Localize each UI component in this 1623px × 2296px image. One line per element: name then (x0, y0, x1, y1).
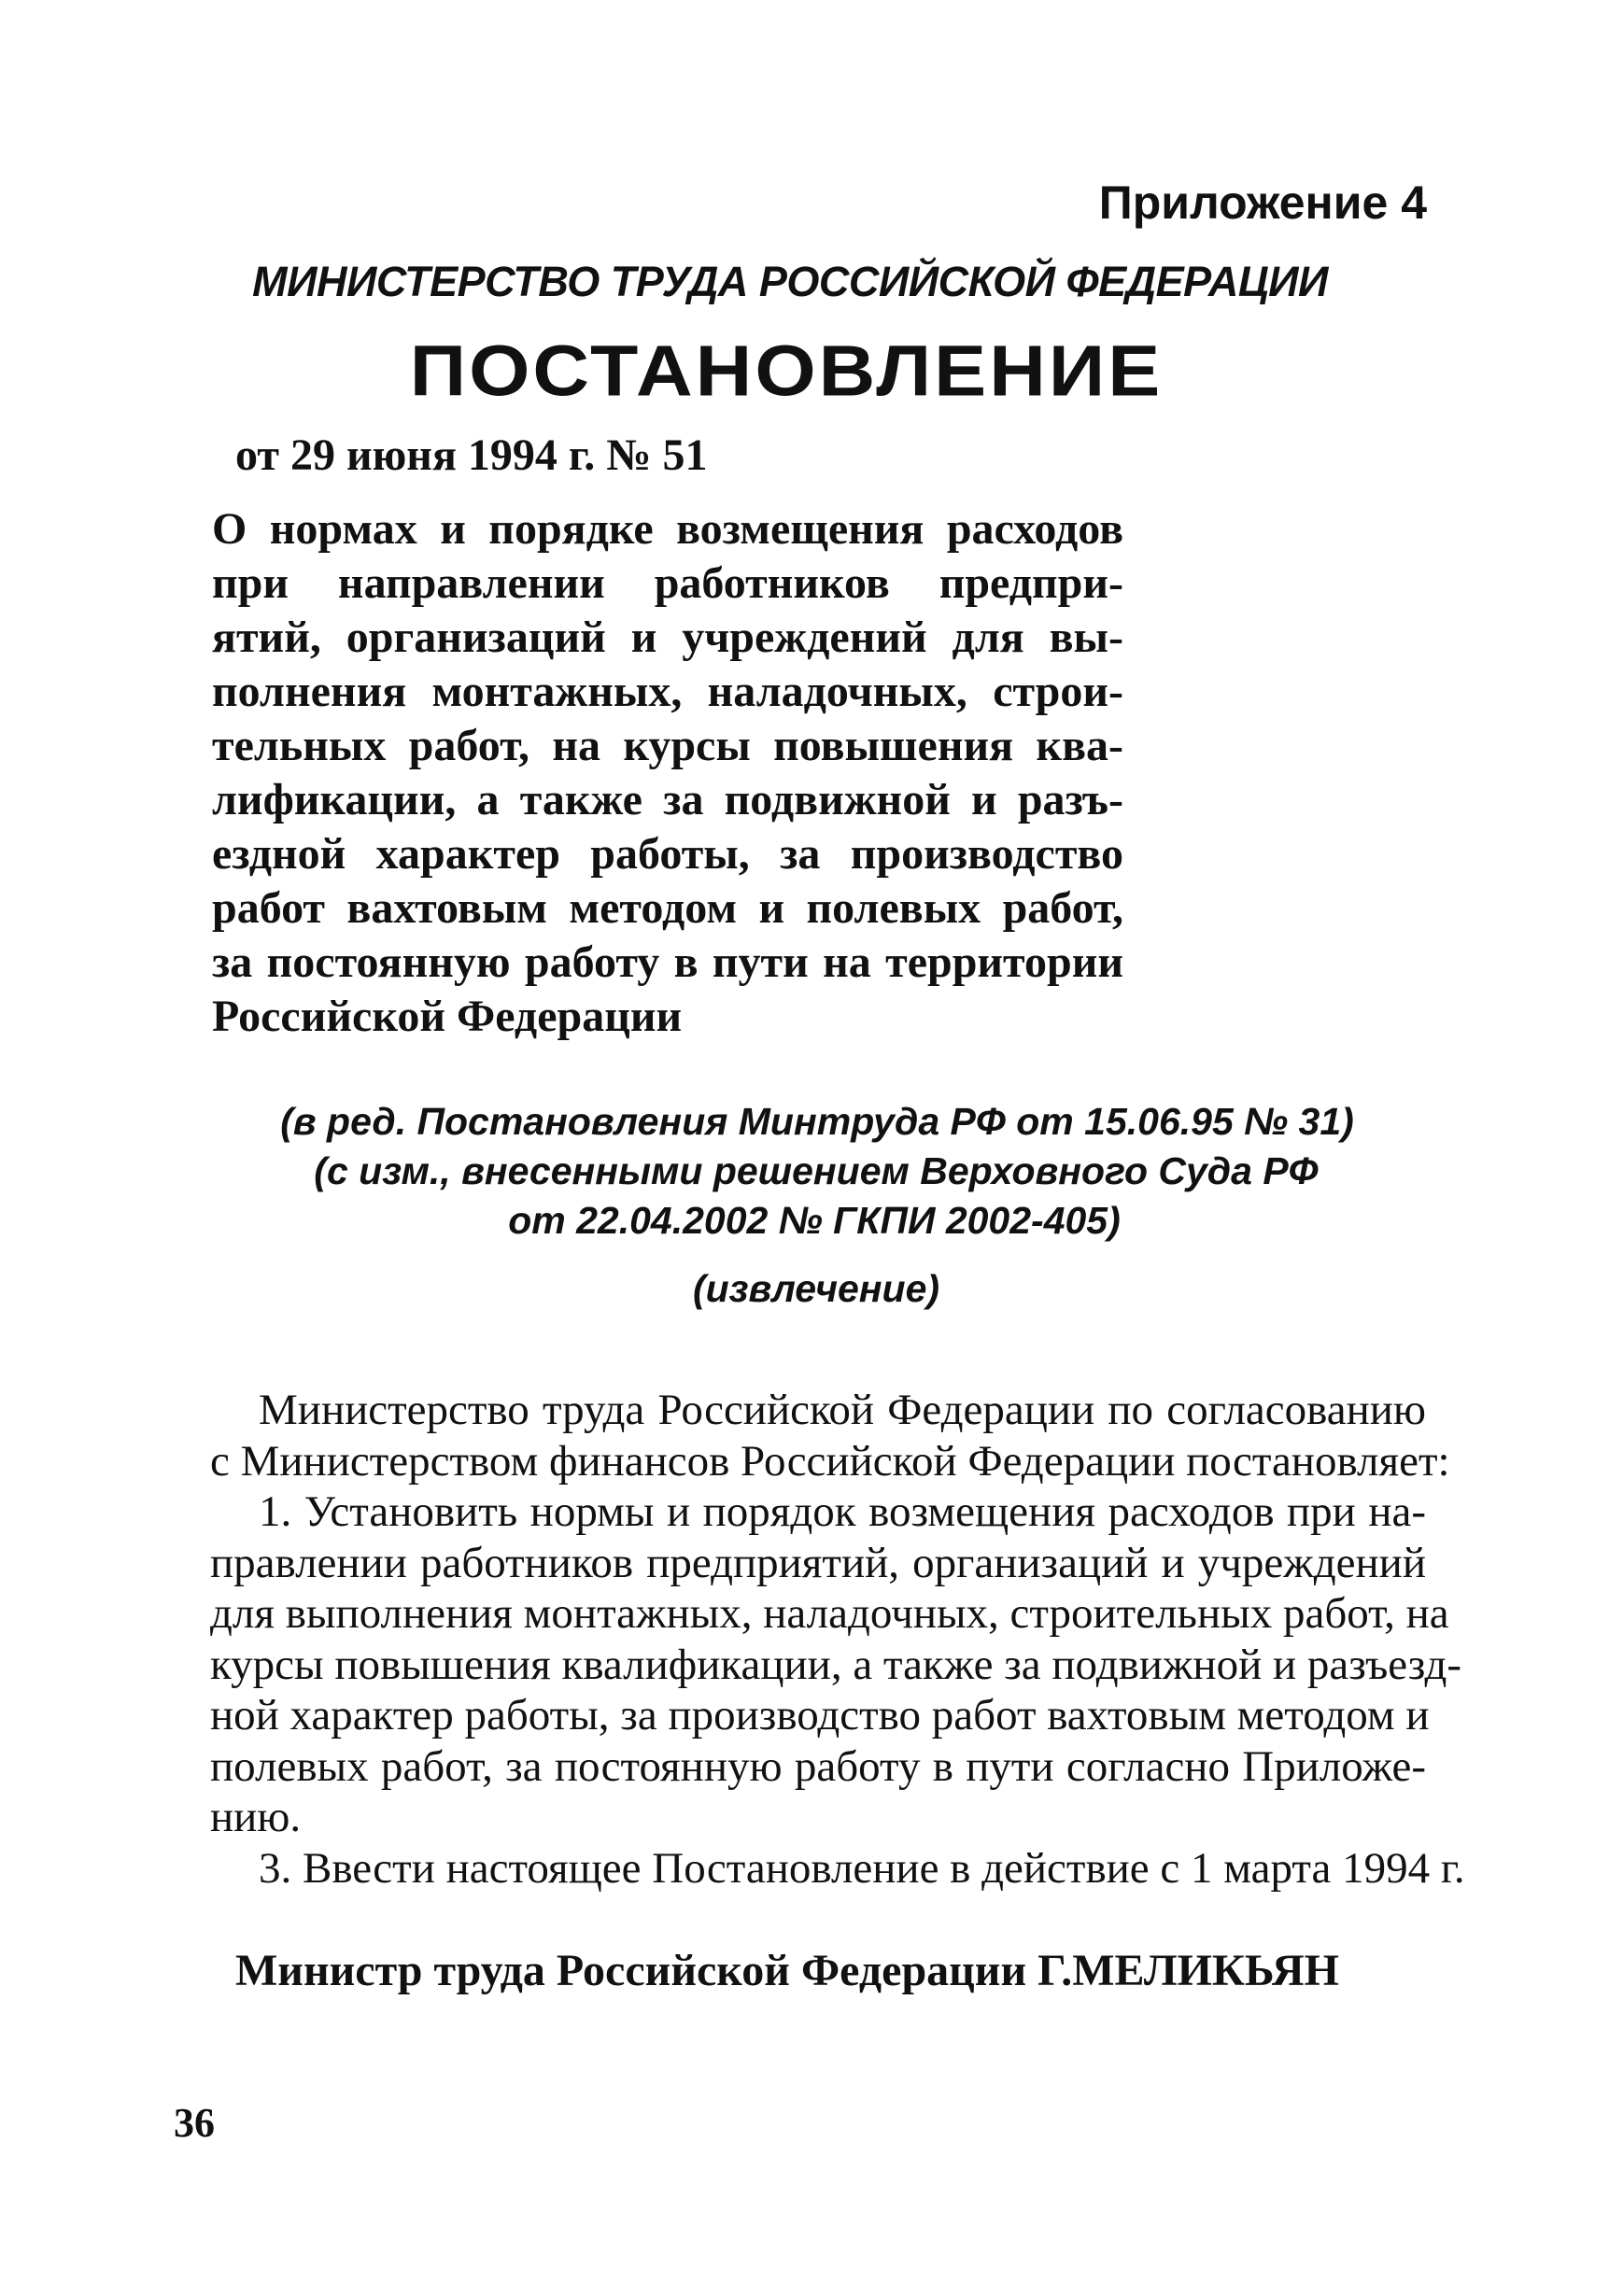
ministry-heading-text: МИНИСТЕРСТВО ТРУДА РОССИЙСКОЙ ФЕДЕРАЦИИ (252, 258, 1328, 305)
amendment-line: (в ред. Постановления Минтруда РФ от 15.06.95 № 31) (280, 1100, 1354, 1143)
decree-date-number: от 29 июня 1994 г. № 51 (235, 430, 708, 480)
amendments-note (0, 1097, 1623, 1246)
subject-line: работ вахтовым методом и полевых работ, (212, 883, 1123, 933)
appendix-label: Приложение 4 (1098, 176, 1427, 229)
subject-line: при направлении работников предпри- (212, 558, 1123, 608)
subject-line: О нормах и порядке возмещения расходов (212, 504, 1123, 554)
body-line: для выполнения монтажных, наладочных, строительных работ, на (210, 1589, 1449, 1638)
body-line: 1. Установить нормы и порядок возмещения расходов при на- (259, 1487, 1426, 1536)
amendment-line: (с изм., внесенными решением Верховного Суда РФ (314, 1149, 1319, 1192)
body-line: 3. Ввести настоящее Постановление в действие с 1 марта 1994 г. (259, 1843, 1465, 1893)
document-type-title-text: ПОСТАНОВЛЕНИЕ (409, 330, 1164, 412)
document-type-title (0, 330, 1623, 412)
ministry-heading (0, 258, 1623, 306)
body-line: нию. (210, 1793, 302, 1841)
body-line: с Министерством финансов Российской Федерации постановляет: (210, 1436, 1450, 1486)
extract-note-text: (извлечение) (692, 1267, 940, 1310)
subject-line: полнения монтажных, наладочных, строи- (212, 667, 1123, 716)
signature-line: Министр труда Российской Федерации Г.МЕЛИКЬЯН (235, 1946, 1339, 1995)
body-line: Министерство труда Российской Федерации по согласованию (259, 1386, 1426, 1434)
subject-line: ездной характер работы, за производство (212, 829, 1123, 879)
decree-subject (212, 502, 1123, 1044)
body-line: правлении работников предприятий, организаций и учреждений (210, 1538, 1426, 1587)
extract-note (0, 1267, 1623, 1310)
subject-line: тельных работ, на курсы повышения ква- (212, 721, 1123, 770)
decree-body (210, 1385, 1465, 1894)
subject-line: ятий, организаций и учреждений для вы- (212, 613, 1123, 662)
body-line: полевых работ, за постоянную работу в пути согласно Приложе- (210, 1741, 1426, 1791)
page-number: 36 (174, 2100, 215, 2146)
subject-line: за постоянную работу в пути на территории (212, 937, 1123, 987)
subject-line: Российской Федерации (212, 992, 683, 1041)
body-line: ной характер работы, за производство работ вахтовым методом и (210, 1691, 1430, 1740)
body-line: курсы повышения квалификации, а также за подвижной и разъезд- (210, 1640, 1462, 1689)
subject-line: лификации, а также за подвижной и разъ- (212, 775, 1123, 824)
amendment-line: от 22.04.2002 № ГКПИ 2002-405) (508, 1199, 1121, 1242)
